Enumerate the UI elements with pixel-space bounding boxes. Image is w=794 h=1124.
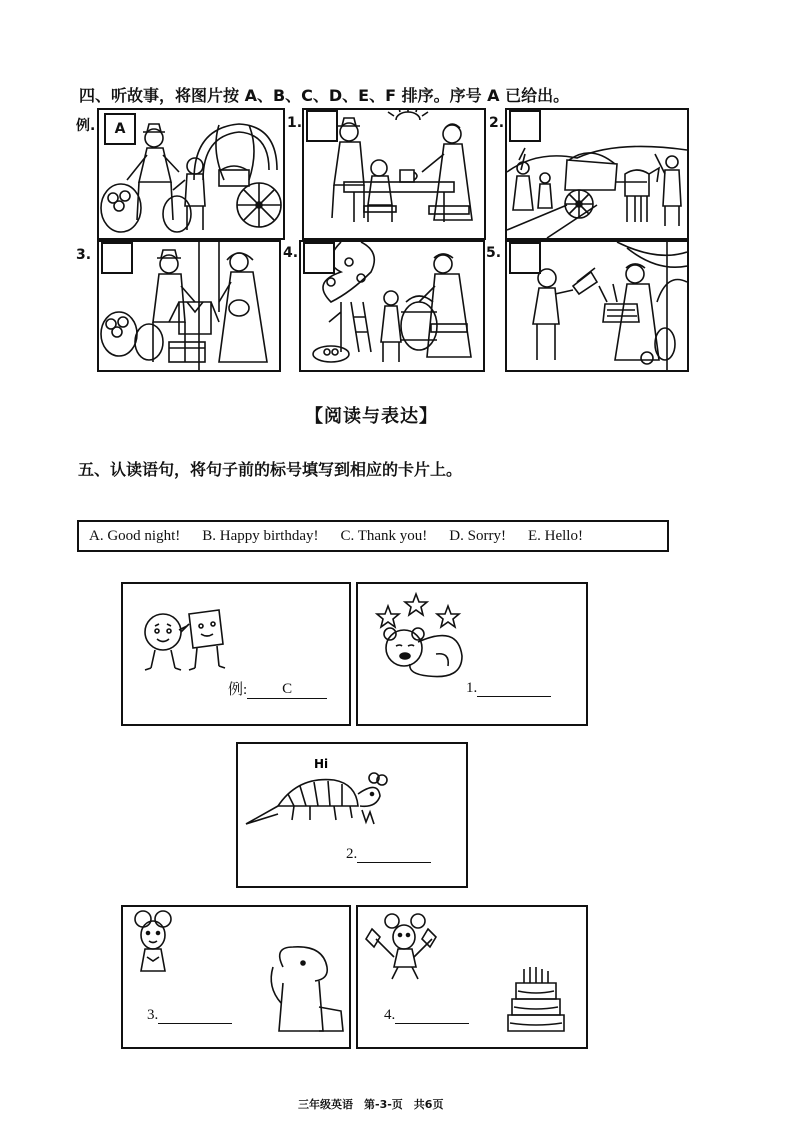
card-4 [356, 905, 588, 1049]
card-1-label: 1. [466, 680, 478, 696]
card-3 [121, 905, 351, 1049]
birthday-cake-illustration [358, 907, 586, 1047]
picture-label-2: 2. [489, 115, 505, 131]
answer-box-3[interactable] [101, 242, 133, 274]
story-picture-example [97, 108, 285, 240]
hi-text: Hi [314, 757, 329, 771]
section4-title: 四、听故事，将图片按 A、B、C、D、E、F 排序。序号 A 已给出。 [79, 86, 570, 105]
story-picture-3 [97, 240, 281, 372]
picture-label-4: 4. [283, 245, 299, 261]
picture-label-1: 1. [287, 115, 303, 131]
option-c: C. Thank you! [340, 527, 428, 544]
picture-label-3: 3. [76, 247, 92, 263]
answer-box-4[interactable] [303, 242, 335, 274]
card-2 [236, 742, 468, 888]
example-label: 例. [76, 118, 96, 134]
option-d: D. Sorry! [449, 527, 506, 544]
card-4-answer[interactable] [395, 1005, 469, 1024]
card-1-answer[interactable] [477, 678, 551, 697]
story-picture-4 [299, 240, 485, 372]
picture-label-5: 5. [486, 245, 502, 261]
sleeping-bear-illustration [358, 584, 586, 724]
card-4-label: 4. [384, 1007, 396, 1023]
mouse-elephant-illustration [123, 907, 349, 1047]
answer-box-example: A [104, 113, 136, 145]
example-answer: C [247, 680, 327, 699]
card-3-answer[interactable] [158, 1005, 232, 1024]
card-2-answer[interactable] [357, 844, 431, 863]
option-e: E. Hello! [527, 527, 583, 544]
answer-box-2[interactable] [509, 110, 541, 142]
story-picture-1 [302, 108, 486, 240]
option-b: B. Happy birthday! [202, 527, 319, 544]
card-3-label: 3. [147, 1007, 159, 1023]
two-friends-illustration [123, 584, 349, 724]
card-2-label: 2. [346, 846, 358, 862]
example-label: 例: [228, 682, 248, 698]
page-footer: 三年级英语 第-3-页 共6页 [298, 1098, 444, 1111]
option-a: A. Good night! [89, 527, 181, 544]
sentence-options-box [77, 520, 669, 552]
answer-box-5[interactable] [509, 242, 541, 274]
story-picture-2 [505, 108, 689, 240]
card-1 [356, 582, 588, 726]
story-picture-5 [505, 240, 689, 372]
card-example [121, 582, 351, 726]
section-header-reading: 【阅读与表达】 [305, 406, 438, 427]
answer-box-1[interactable] [306, 110, 338, 142]
section5-title: 五、认读语句，将句子前的标号填写到相应的卡片上。 [78, 460, 463, 479]
armadillo-hi-illustration [238, 744, 466, 886]
